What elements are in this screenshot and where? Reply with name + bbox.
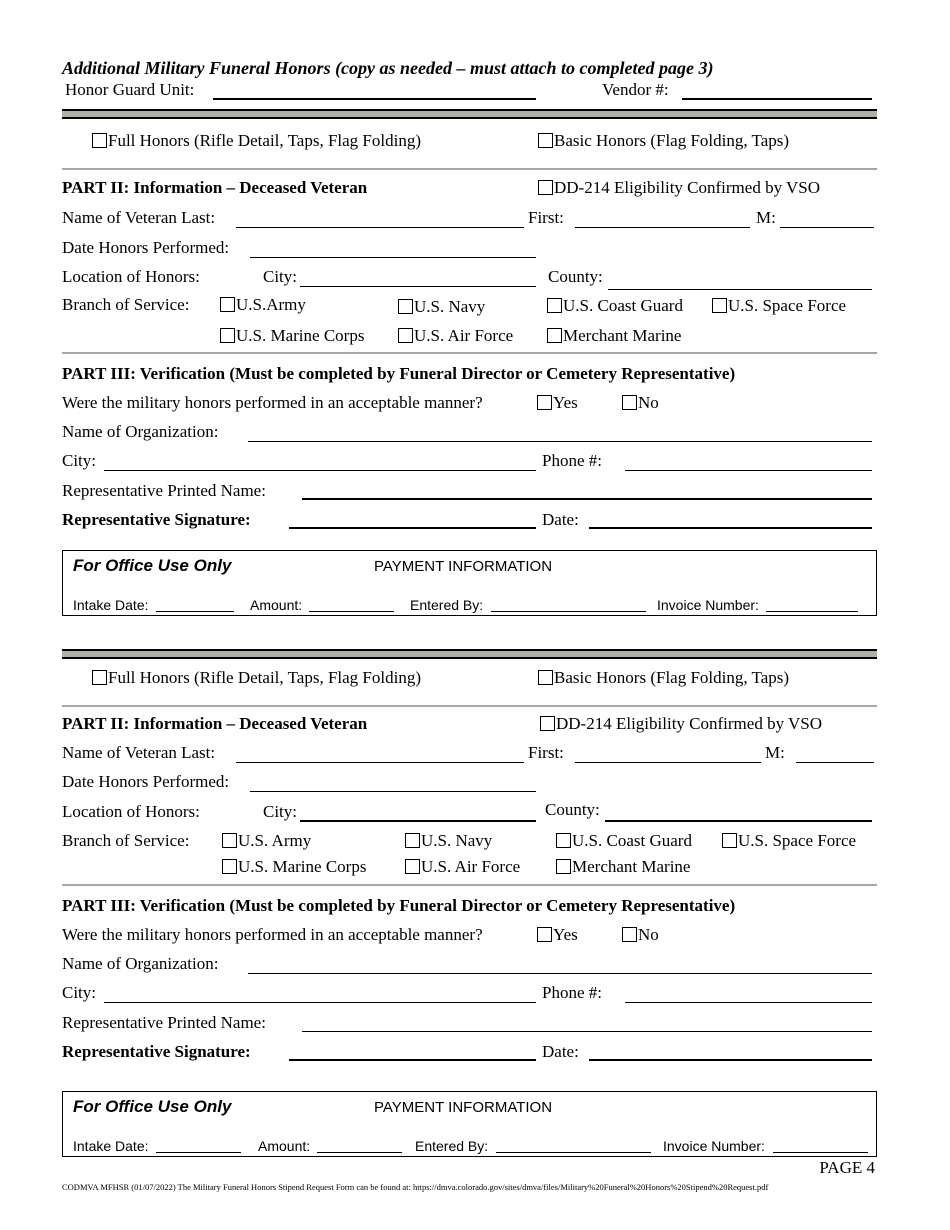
office-title: For Office Use Only [73, 556, 232, 575]
rep-sig-label: Representative Signature: [62, 1042, 251, 1061]
space-force-option[interactable] [712, 296, 846, 316]
divider [62, 168, 877, 170]
entered-by-field[interactable] [491, 611, 646, 612]
date-performed-field[interactable] [250, 257, 536, 258]
date-performed-label: Date Honors Performed: [62, 772, 230, 791]
rep-sig-field[interactable] [289, 1059, 536, 1061]
entered-by-label: Entered By: [415, 1138, 489, 1154]
entered-by-field[interactable] [496, 1152, 651, 1153]
navy-label: U.S. Navy [414, 297, 486, 316]
part3-title: PART III: Verification (Must be completed by Funeral Director or Cemetery Representative) [62, 364, 736, 383]
page-number: PAGE 4 [819, 1158, 875, 1177]
veteran-mi-field[interactable] [796, 762, 874, 763]
rep-sig-label: Representative Signature: [62, 510, 251, 529]
yes-label: Yes [553, 925, 578, 944]
acceptable-question: Were the military honors performed in an acceptable manner? [62, 393, 483, 412]
amount-field[interactable] [309, 611, 394, 612]
veteran-mi-label: M: [765, 743, 785, 762]
full-honors-option[interactable] [92, 131, 421, 151]
intake-date-label: Intake Date: [73, 597, 149, 613]
full-honors-option[interactable] [92, 668, 421, 688]
checkbox-icon[interactable] [538, 670, 553, 685]
yes-label: Yes [553, 393, 578, 412]
veteran-first-field[interactable] [575, 227, 750, 228]
office-title: For Office Use Only [73, 1097, 232, 1116]
org-city-label: City: [62, 983, 97, 1002]
section-divider-1 [62, 109, 877, 119]
checkbox-icon[interactable] [220, 328, 235, 343]
checkbox-icon[interactable] [405, 833, 420, 848]
marine-corps-label: U.S. Marine Corps [238, 857, 367, 876]
footer-note: CODMVA MFHSR (01/07/2022) The Military Funeral Honors Stipend Request Form can be found at: https://dmva.colorado.gov/sites/dmva/files/Military%20Funeral%20Honors%20Stipend%20Request.pdf [62, 1182, 769, 1192]
dd214-option[interactable] [540, 714, 822, 734]
air-force-option[interactable] [405, 857, 520, 877]
entered-by-label: Entered By: [410, 597, 484, 613]
veteran-first-field[interactable] [575, 762, 761, 763]
payment-info-label: PAYMENT INFORMATION [374, 558, 553, 575]
intake-date-label: Intake Date: [73, 1138, 149, 1154]
navy-option[interactable] [398, 297, 485, 317]
space-force-label: U.S. Space Force [738, 831, 857, 850]
location-city-field[interactable] [300, 286, 536, 287]
basic-honors-label: Basic Honors (Flag Folding, Taps) [554, 668, 790, 687]
veteran-first-label: First: [528, 743, 564, 762]
dd214-label: DD-214 Eligibility Confirmed by VSO [556, 714, 823, 733]
dd214-option[interactable] [538, 178, 820, 198]
amount-label: Amount: [258, 1138, 311, 1154]
merchant-marine-option[interactable] [556, 857, 690, 877]
vendor-label: Vendor #: [602, 80, 669, 99]
checkbox-icon[interactable] [556, 859, 571, 874]
veteran-last-field[interactable] [236, 762, 524, 763]
phone-field[interactable] [625, 1002, 872, 1003]
checkbox-icon[interactable] [222, 859, 237, 874]
location-county-label: County: [545, 800, 600, 819]
acceptable-question: Were the military honors performed in an acceptable manner? [62, 925, 483, 944]
sig-date-field[interactable] [589, 1059, 872, 1061]
dd214-label: DD-214 Eligibility Confirmed by VSO [554, 178, 821, 197]
merchant-marine-label: Merchant Marine [563, 326, 682, 345]
payment-info-label: PAYMENT INFORMATION [374, 1099, 553, 1116]
date-performed-label: Date Honors Performed: [62, 238, 230, 257]
org-name-field[interactable] [248, 973, 872, 974]
veteran-first-label: First: [528, 208, 564, 227]
merchant-marine-option[interactable] [547, 326, 681, 346]
no-label: No [638, 925, 659, 944]
amount-label: Amount: [250, 597, 303, 613]
full-honors-label: Full Honors (Rifle Detail, Taps, Flag Folding) [108, 668, 421, 687]
coast-guard-option[interactable] [547, 296, 683, 316]
date-performed-field[interactable] [250, 791, 536, 792]
basic-honors-option[interactable] [538, 668, 789, 688]
marine-corps-option[interactable] [220, 326, 364, 346]
location-label: Location of Honors: [62, 267, 200, 286]
veteran-mi-label: M: [756, 208, 776, 227]
office-use-box [62, 550, 877, 616]
coast-guard-option[interactable] [556, 831, 692, 851]
phone-label: Phone #: [542, 983, 602, 1002]
part2-title: PART II: Information – Deceased Veteran [62, 178, 368, 197]
army-label: U.S. Army [238, 831, 312, 850]
part3-title: PART III: Verification (Must be completed by Funeral Director or Cemetery Representative) [62, 896, 736, 915]
rep-name-field[interactable] [302, 1031, 872, 1032]
checkbox-icon[interactable] [220, 297, 235, 312]
checkbox-icon[interactable] [92, 133, 107, 148]
no-option[interactable] [622, 925, 659, 945]
phone-field[interactable] [625, 470, 872, 471]
rep-sig-field[interactable] [289, 527, 536, 529]
space-force-label: U.S. Space Force [728, 296, 847, 315]
army-option[interactable] [220, 295, 306, 315]
veteran-last-label: Name of Veteran Last: [62, 208, 216, 227]
intake-date-field[interactable] [156, 1152, 241, 1153]
org-city-label: City: [62, 451, 97, 470]
amount-field[interactable] [317, 1152, 402, 1153]
no-option[interactable] [622, 393, 659, 413]
veteran-mi-field[interactable] [780, 227, 874, 228]
marine-corps-option[interactable] [222, 857, 366, 877]
basic-honors-option[interactable] [538, 131, 789, 151]
org-name-label: Name of Organization: [62, 954, 219, 973]
veteran-last-label: Name of Veteran Last: [62, 743, 216, 762]
branch-label: Branch of Service: [62, 295, 190, 314]
yes-option[interactable] [537, 925, 578, 945]
air-force-option[interactable] [398, 326, 513, 346]
location-county-field[interactable] [605, 820, 872, 822]
army-option[interactable] [222, 831, 311, 851]
honor-guard-field[interactable] [213, 98, 536, 100]
divider [62, 705, 877, 707]
air-force-label: U.S. Air Force [421, 857, 521, 876]
org-name-field[interactable] [248, 441, 872, 442]
checkbox-icon[interactable] [556, 833, 571, 848]
form-title: Additional Military Funeral Honors (copy as needed – must attach to completed page 3) [62, 58, 714, 78]
section-divider-2 [62, 649, 877, 659]
rep-name-label: Representative Printed Name: [62, 481, 266, 500]
space-force-option[interactable] [722, 831, 856, 851]
divider [62, 884, 877, 886]
veteran-last-field[interactable] [236, 227, 524, 228]
navy-label: U.S. Navy [421, 831, 493, 850]
checkbox-icon[interactable] [92, 670, 107, 685]
location-city-label: City: [263, 802, 298, 821]
checkbox-icon[interactable] [547, 328, 562, 343]
checkbox-icon[interactable] [538, 133, 553, 148]
sig-date-label: Date: [542, 1042, 579, 1061]
army-label: U.S.Army [236, 295, 306, 314]
no-label: No [638, 393, 659, 412]
checkbox-icon[interactable] [712, 298, 727, 313]
location-county-field[interactable] [608, 289, 872, 290]
checkbox-icon[interactable] [398, 328, 413, 343]
checkbox-icon[interactable] [622, 395, 637, 410]
honor-guard-label: Honor Guard Unit: [65, 80, 195, 99]
coast-guard-label: U.S. Coast Guard [572, 831, 692, 850]
yes-option[interactable] [537, 393, 578, 413]
location-county-label: County: [548, 267, 603, 286]
merchant-marine-label: Merchant Marine [572, 857, 691, 876]
checkbox-icon[interactable] [537, 395, 552, 410]
intake-date-field[interactable] [156, 611, 234, 612]
checkbox-icon[interactable] [405, 859, 420, 874]
invoice-number-field[interactable] [766, 611, 858, 612]
sig-date-label: Date: [542, 510, 579, 529]
checkbox-icon[interactable] [622, 927, 637, 942]
basic-honors-label: Basic Honors (Flag Folding, Taps) [554, 131, 790, 150]
rep-name-field[interactable] [302, 498, 872, 500]
navy-option[interactable] [405, 831, 492, 851]
invoice-number-field[interactable] [773, 1152, 868, 1153]
checkbox-icon[interactable] [540, 716, 555, 731]
phone-label: Phone #: [542, 451, 602, 470]
office-use-box [62, 1091, 877, 1157]
branch-label: Branch of Service: [62, 831, 190, 850]
location-city-label: City: [263, 267, 298, 286]
vendor-field[interactable] [682, 98, 872, 100]
checkbox-icon[interactable] [547, 298, 562, 313]
marine-corps-label: U.S. Marine Corps [236, 326, 365, 345]
divider [62, 352, 877, 354]
full-honors-label: Full Honors (Rifle Detail, Taps, Flag Folding) [108, 131, 421, 150]
checkbox-icon[interactable] [538, 180, 553, 195]
sig-date-field[interactable] [589, 527, 872, 529]
checkbox-icon[interactable] [398, 299, 413, 314]
org-city-field[interactable] [104, 1002, 536, 1003]
location-city-field[interactable] [300, 820, 536, 822]
checkbox-icon[interactable] [722, 833, 737, 848]
org-city-field[interactable] [104, 470, 536, 471]
location-label: Location of Honors: [62, 802, 200, 821]
rep-name-label: Representative Printed Name: [62, 1013, 266, 1032]
checkbox-icon[interactable] [222, 833, 237, 848]
org-name-label: Name of Organization: [62, 422, 219, 441]
part2-title: PART II: Information – Deceased Veteran [62, 714, 368, 733]
coast-guard-label: U.S. Coast Guard [563, 296, 683, 315]
invoice-number-label: Invoice Number: [657, 597, 759, 613]
checkbox-icon[interactable] [537, 927, 552, 942]
air-force-label: U.S. Air Force [414, 326, 514, 345]
invoice-number-label: Invoice Number: [663, 1138, 765, 1154]
